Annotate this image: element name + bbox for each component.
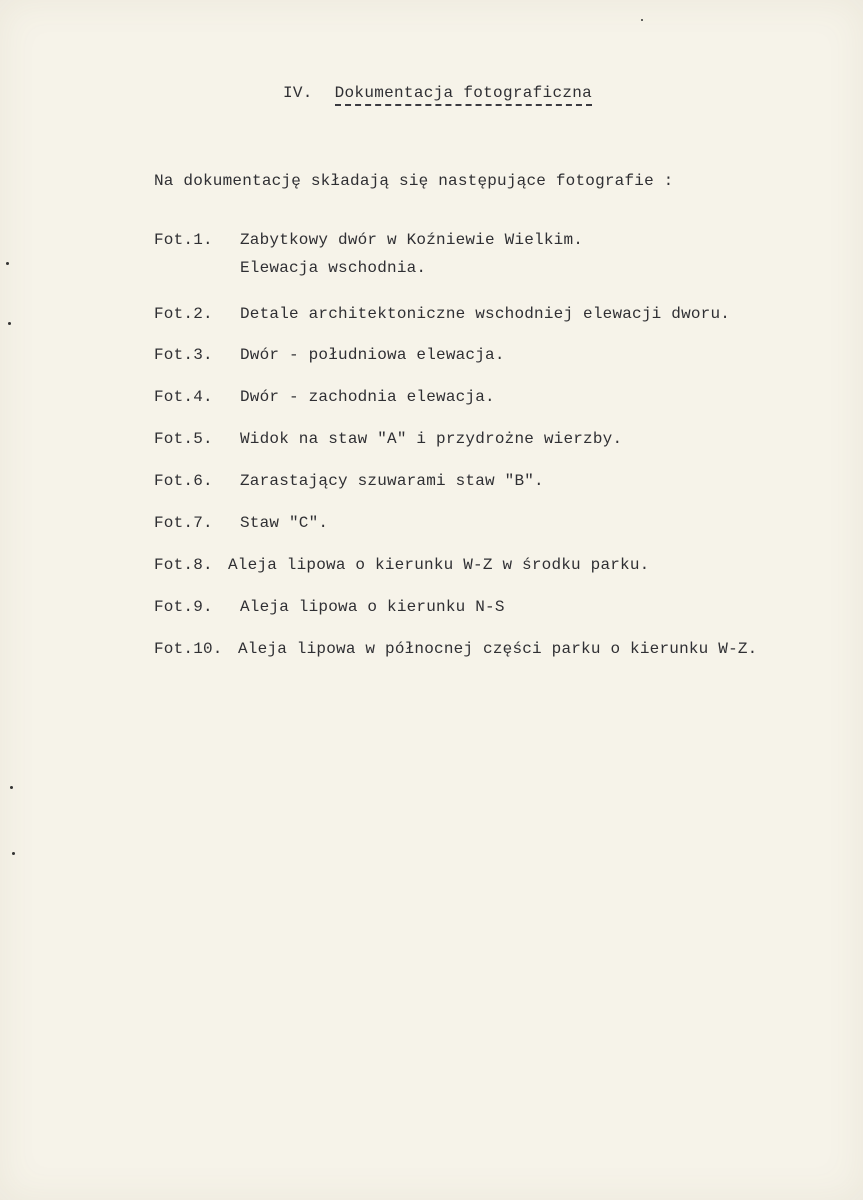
photo-entry-2 [154, 305, 730, 323]
margin-mark [12, 852, 15, 855]
margin-mark [6, 262, 9, 265]
photo-entry-10 [154, 640, 757, 658]
photo-label: Fot.9. [154, 598, 213, 616]
photo-description: Staw "C". [240, 514, 329, 532]
photo-label: Fot.2. [154, 305, 213, 323]
photo-entry-7 [154, 514, 328, 532]
photo-entry-5 [154, 430, 622, 448]
photo-description: Detale architektoniczne wschodniej elewacji dworu. [240, 305, 731, 323]
photo-label: Fot.7. [154, 514, 213, 532]
margin-mark [8, 322, 11, 325]
photo-description: Widok na staw "A" i przydrożne wierzby. [240, 430, 623, 448]
photo-label: Fot.5. [154, 430, 213, 448]
photo-entry-4 [154, 388, 495, 406]
photo-label: Fot.4. [154, 388, 213, 406]
photo-entry-3 [154, 346, 505, 364]
photo-entry-6 [154, 472, 544, 490]
photo-label: Fot.1. [154, 231, 213, 249]
photo-entry-8 [154, 556, 649, 574]
photo-description: Dwór - południowa elewacja. [240, 346, 505, 364]
photo-description: Zabytkowy dwór w Koźniewie Wielkim. [240, 231, 584, 249]
photo-entry-1 [154, 231, 583, 277]
photo-description: Aleja lipowa o kierunku W-Z w środku parku. [228, 556, 650, 574]
photo-description: Dwór - zachodnia elewacja. [240, 388, 495, 406]
photo-entry-9 [154, 598, 505, 616]
section-title: Dokumentacja fotograficzna [335, 84, 592, 106]
section-heading [283, 84, 592, 106]
section-number: IV. [283, 84, 313, 102]
photo-description: Aleja lipowa o kierunku N-S [240, 598, 505, 616]
photo-description: Zarastający szuwarami staw "B". [240, 472, 544, 490]
photo-label: Fot.10. [154, 640, 223, 658]
photo-label: Fot.8. [154, 556, 213, 574]
intro-line: Na dokumentację składają się następujące fotografie : [154, 172, 674, 190]
photo-description: Aleja lipowa w północnej części parku o kierunku W-Z. [238, 640, 758, 658]
photo-description-continuation: Elewacja wschodnia. [240, 259, 427, 277]
photo-label: Fot.3. [154, 346, 213, 364]
margin-mark [10, 786, 13, 789]
paper-speck [641, 19, 643, 21]
photo-label: Fot.6. [154, 472, 213, 490]
